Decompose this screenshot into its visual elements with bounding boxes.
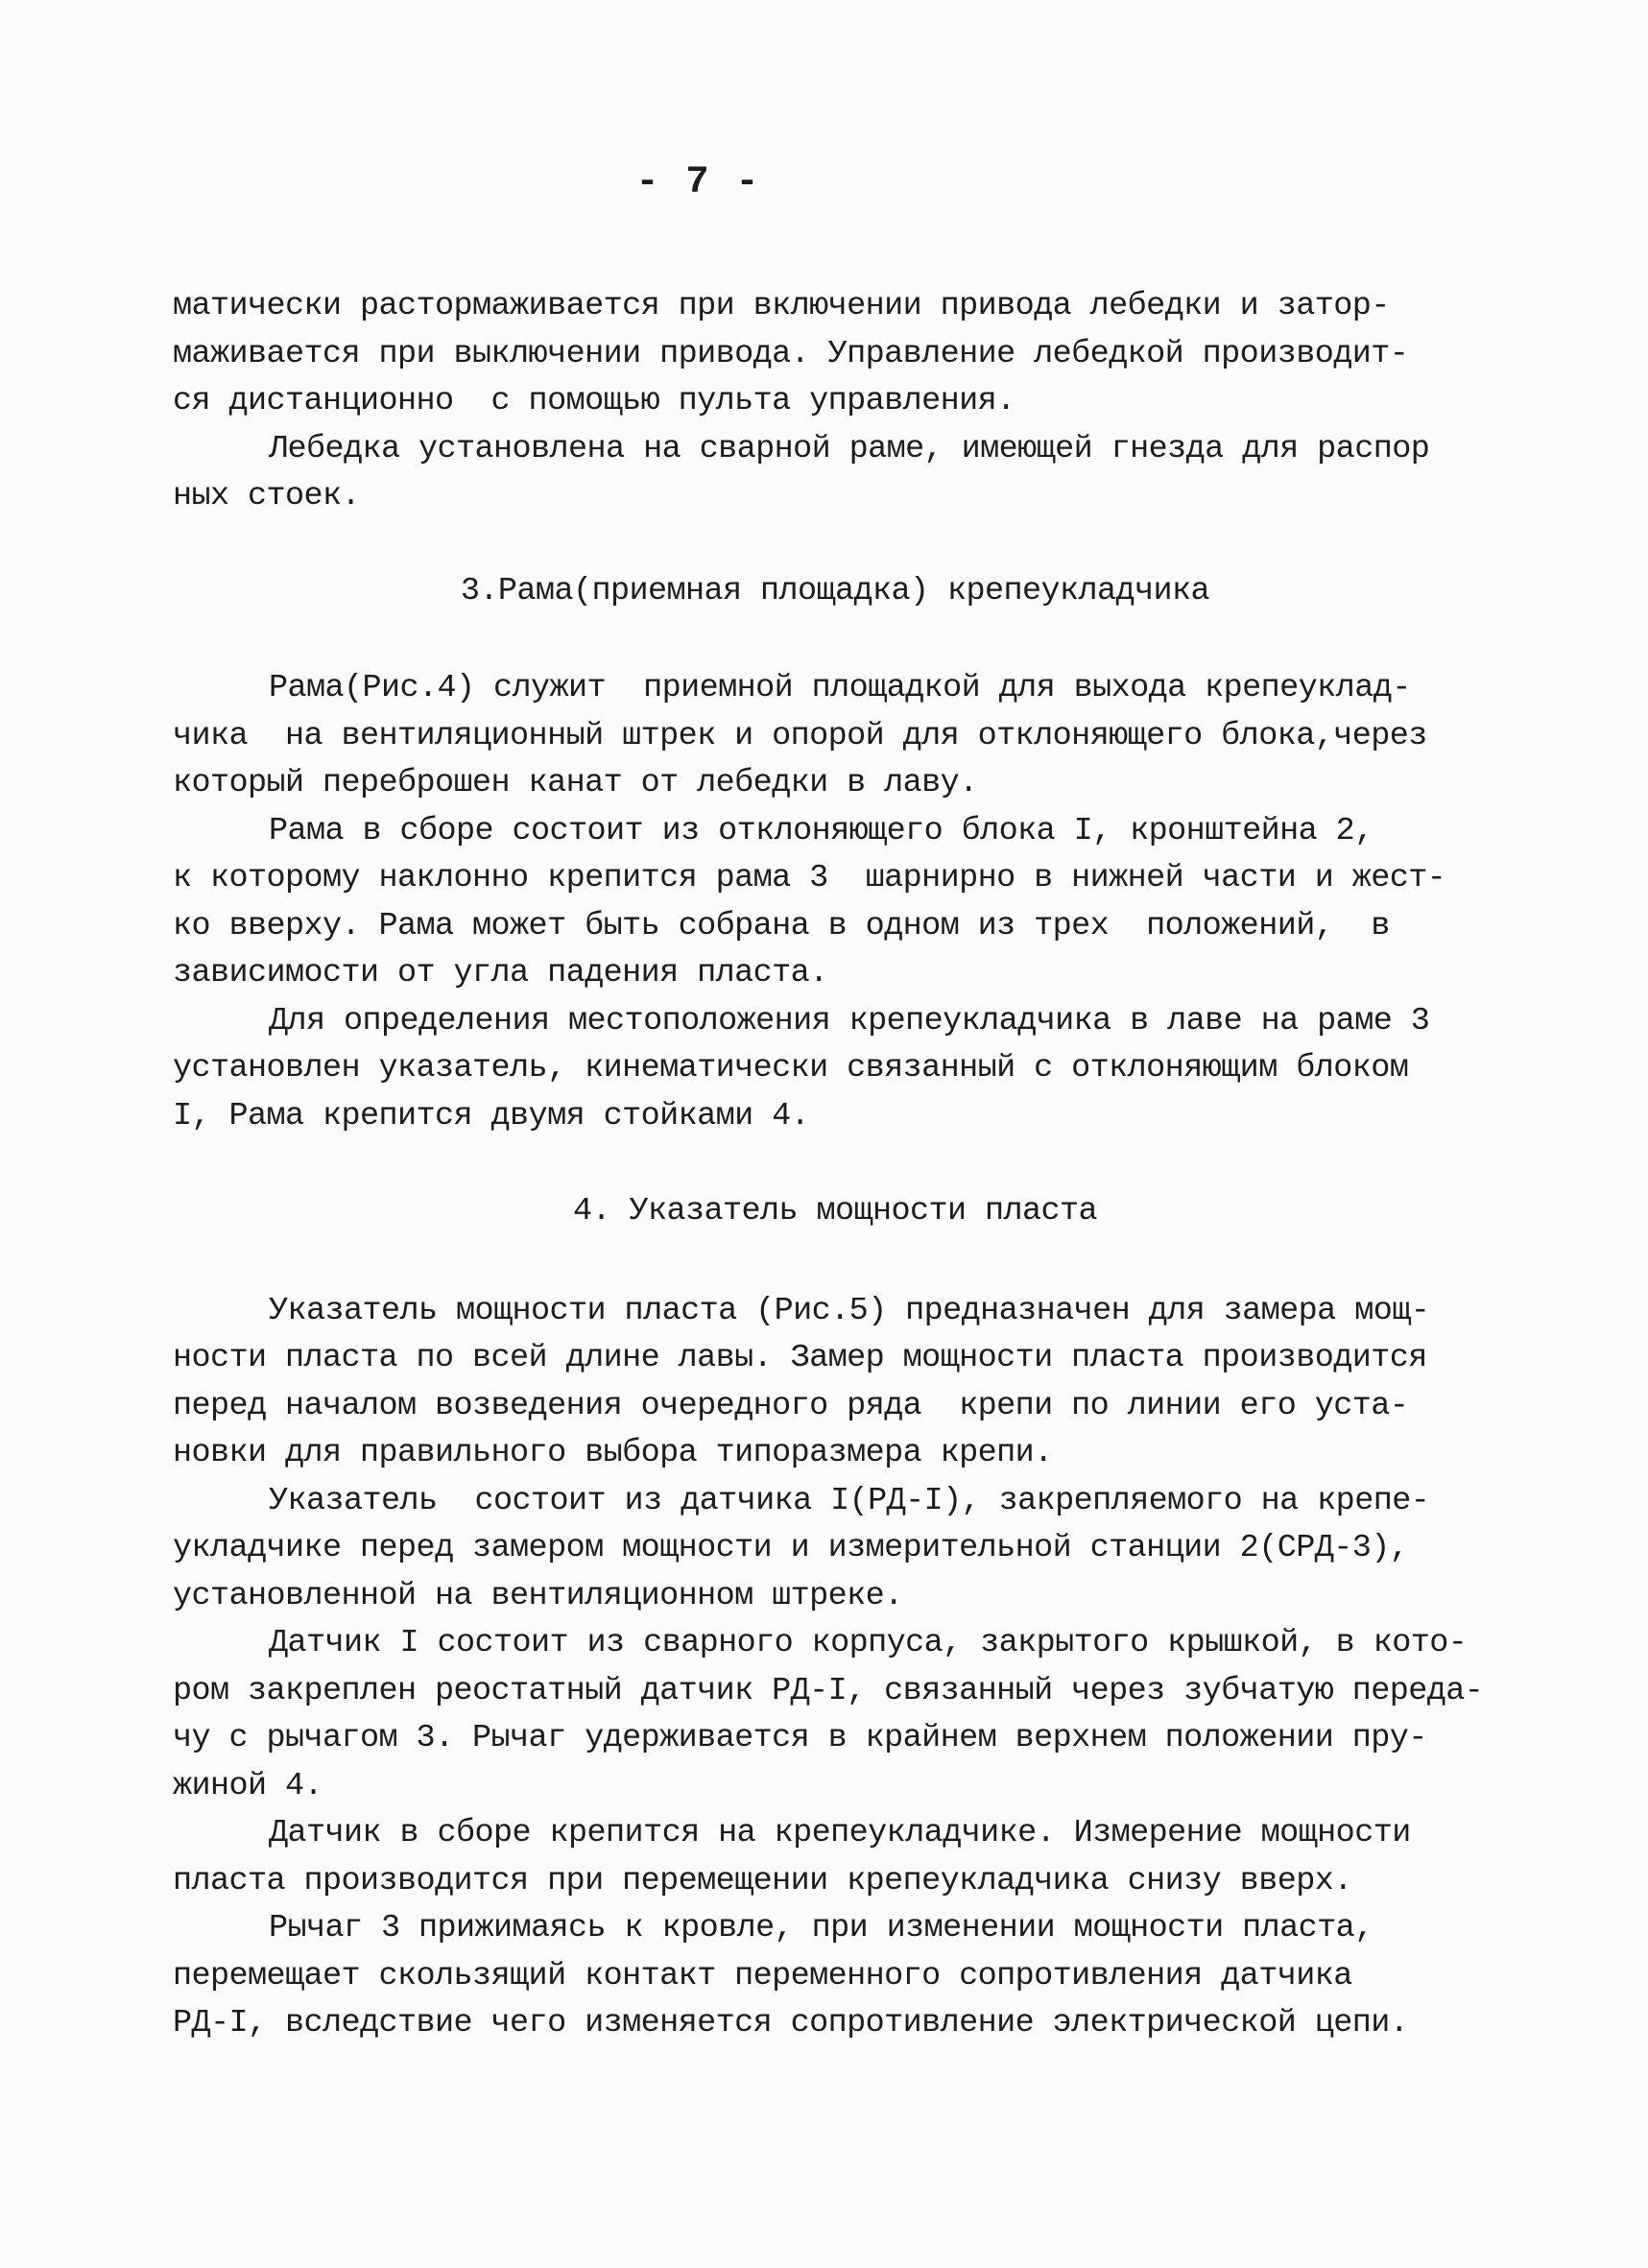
text-line: матически растормаживается при включении привода лебедки и затор-: [173, 288, 1390, 324]
text-line: маживается при выключении привода. Управление лебедкой производит-: [173, 335, 1409, 372]
text-line: I, Рама крепится двумя стойками 4.: [173, 1097, 810, 1134]
text-line: перемещает скользящий контакт переменного сопротивления датчика: [173, 1957, 1352, 1994]
paragraph-intro-continuation: [173, 283, 1497, 426]
text-line: укладчике перед замером мощности и измерительной станции 2(СРД-3),: [173, 1530, 1409, 1566]
text-line: чика на вентиляционный штрек и опорой для отклоняющего блока,через: [173, 717, 1427, 754]
text-line: пласта производится при перемещении крепеукладчика снизу вверх.: [173, 1862, 1352, 1899]
text-line: Рама в сборе состоит из отклоняющего блока I, кронштейна 2,: [269, 812, 1373, 849]
section-4-paragraph-5: [173, 1905, 1497, 2048]
section-4-paragraph-3: [173, 1620, 1497, 1810]
text-line: установленной на вентиляционном штреке.: [173, 1577, 903, 1614]
section-3-paragraph-3: [173, 998, 1497, 1141]
section-3-paragraph-2: [173, 808, 1497, 998]
text-line: Указатель состоит из датчика I(РД-I), закрепляемого на крепе-: [269, 1482, 1430, 1519]
text-line: ко вверху. Рама может быть собрана в одном из трех положений, в: [173, 907, 1390, 944]
text-line: зависимости от угла падения пласта.: [173, 955, 828, 991]
text-line: Датчик в сборе крепится на крепеукладчике. Измерение мощности: [269, 1815, 1411, 1851]
text-line: новки для правильного выбора типоразмера крепи.: [173, 1435, 1053, 1471]
text-line: Для определения местоположения крепеукладчика в лаве на раме 3: [269, 1002, 1430, 1039]
text-line: ся дистанционно с помощью пульта управления.: [173, 383, 1015, 419]
text-line: ром закреплен реостатный датчик РД-I, связанный через зубчатую переда-: [173, 1672, 1484, 1709]
section-4-paragraph-2: [173, 1478, 1497, 1621]
text-line: РД-I, вследствие чего изменяется сопротивление электрической цепи.: [173, 2005, 1409, 2041]
text-line: Рычаг 3 прижимаясь к кровле, при изменении мощности пласта,: [269, 1910, 1373, 1946]
text-line: Рама(Рис.4) служит приемной площадкой для выхода крепеуклад-: [269, 670, 1411, 706]
document-body: [173, 283, 1497, 2048]
section-4-paragraph-4: [173, 1810, 1497, 1905]
text-line: ных стоек.: [173, 478, 361, 514]
text-line: Лебедка установлена на сварной раме, имеющей гнезда для распор: [269, 430, 1430, 467]
paragraph-winch-frame: [173, 426, 1497, 521]
text-line: Указатель мощности пласта (Рис.5) предназначен для замера мощ-: [269, 1292, 1430, 1329]
page-number: - 7 -: [635, 161, 761, 204]
section-4-heading: 4. Указатель мощности пласта: [572, 1193, 1098, 1229]
section-4-paragraph-1: [173, 1288, 1497, 1478]
section-3-paragraph-1: [173, 665, 1497, 808]
section-3-heading: 3.Рама(приемная площадка) крепеукладчика: [460, 572, 1210, 609]
text-line: жиной 4.: [173, 1767, 323, 1804]
text-line: к которому наклонно крепится рама 3 шарнирно в нижней части и жест-: [173, 860, 1446, 896]
text-line: чу с рычагом 3. Рычаг удерживается в крайнем верхнем положении пру-: [173, 1720, 1427, 1756]
text-line: перед началом возведения очередного ряда крепи по линии его уста-: [173, 1387, 1409, 1424]
text-line: ности пласта по всей длине лавы. Замер мощности пласта производится: [173, 1340, 1427, 1376]
text-line: который переброшен канат от лебедки в лаву.: [173, 765, 978, 801]
text-line: Датчик I состоит из сварного корпуса, закрытого крышкой, в кото-: [269, 1625, 1468, 1661]
text-line: установлен указатель, кинематически связанный с отклоняющим блоком: [173, 1050, 1409, 1086]
